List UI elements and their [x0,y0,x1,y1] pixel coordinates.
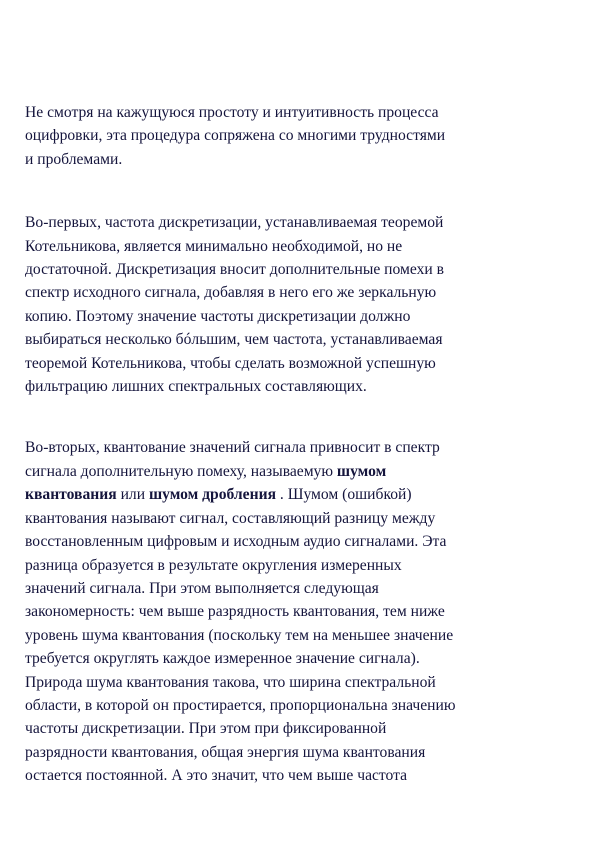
paragraph-intro [25,101,577,171]
text-line: требуется округлять каждое измеренное значение сигнала). [25,650,420,668]
text-line: Во-первых, частота дискретизации, устанавливаемая теоремой [25,214,444,232]
term-quantization-noise-part2: квантования [25,486,117,504]
text-line: фильтрацию лишних спектральных составляющих. [25,378,367,396]
text-line: Котельникова, является минимально необходимой, но не [25,237,403,255]
text-line: и проблемами. [25,150,123,168]
text-line [25,460,577,483]
text-line: закономерность: чем выше разрядность квантования, тем ниже [25,603,445,621]
text-line: области, в которой он простирается, пропорциональна значению [25,696,456,714]
text-line [25,483,577,506]
term-quantization-noise-part1: шумом [336,462,387,480]
term-fractional-noise: шумом дробления [148,486,277,504]
document-page [25,101,577,788]
text-line: спектр исходного сигнала, добавляя в него его же зеркальную [25,284,437,302]
text-line: Не смотря на кажущуюся простоту и интуитивность процесса [25,104,439,121]
text-line: Во-вторых, квантование значений сигнала привносит в спектр [25,439,440,457]
text-line: достаточной. Дискретизация вносит дополнительные помехи в [25,261,445,279]
text-line: уровень шума квантования (поскольку тем на меньшее значение [25,626,454,644]
text-line: частоты дискретизации. При этом при фиксированной [25,720,387,738]
text-line: восстановленным цифровым и исходным аудио сигналами. Эта [25,533,447,551]
text-line: выбираться несколько бóльшим, чем частота, устанавливаемая [25,331,443,349]
text-line: Природа шума квантования такова, что ширина спектральной [25,673,436,691]
paragraph-second-issue [25,436,577,787]
text-fragment: сигнала дополнительную помеху, называемую [25,462,337,480]
text-line: оцифровки, эта процедура сопряжена со многими трудностями [25,127,446,145]
text-line: разница образуется в результате округления измеренных [25,556,402,574]
text-line: разрядности квантования, общая энергия шума квантования [25,743,426,761]
text-line: копию. Поэтому значение частоты дискретизации должно [25,307,411,325]
text-fragment: или [116,486,149,504]
text-fragment: . Шумом (ошибкой) [276,486,412,504]
text-line: значений сигнала. При этом выполняется следующая [25,579,379,597]
text-line: остается постоянной. А это значит, что чем выше частота [25,767,408,785]
text-line: квантования называют сигнал, составляющий разницу между [25,509,436,527]
text-line: теоремой Котельникова, чтобы сделать возможной успешную [25,354,436,372]
paragraph-first-issue [25,211,577,398]
